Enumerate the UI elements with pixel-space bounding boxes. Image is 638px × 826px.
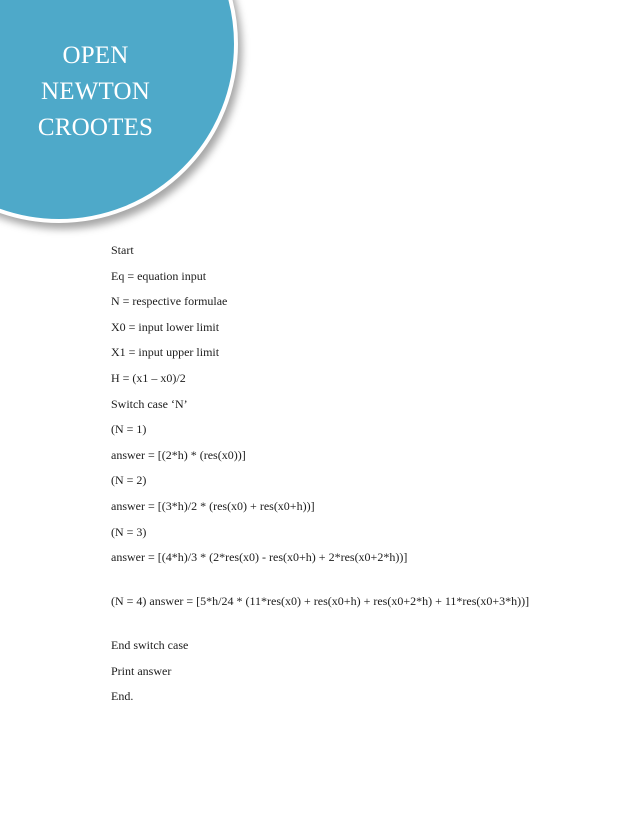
- algorithm-line-end: End.: [111, 689, 134, 704]
- algorithm-line-start: Start: [111, 243, 134, 257]
- algorithm-line-print: Print answer: [111, 663, 172, 678]
- algorithm-line-answer-2: answer = [(3*h)/2 * (res(x0) + res(x0+h))]: [111, 498, 315, 513]
- page-title: [28, 38, 163, 146]
- algorithm-line-case-1: (N = 1): [111, 422, 147, 437]
- algorithm-line-switch: Switch case ‘N’: [111, 396, 188, 411]
- algorithm-line-lower-limit: X0 = input lower limit: [111, 319, 220, 334]
- algorithm-line-upper-limit: X1 = input upper limit: [111, 345, 220, 360]
- algorithm-line-formulae: N = respective formulae: [111, 294, 228, 309]
- algorithm-line-end-switch: End switch case: [111, 638, 189, 653]
- algorithm-line-step: H = (x1 – x0)/2: [111, 370, 186, 385]
- title-line-3: CROOTES: [37, 114, 154, 141]
- algorithm-line-case-4-answer: (N = 4) answer = [5*h/24 * (11*res(x0) + res(x0+h) + res(x0+2*h) + 11*res(x0+3*h))]: [111, 594, 530, 609]
- algorithm-line-case-2: (N = 2): [111, 473, 147, 488]
- title-line-1: OPEN: [62, 42, 129, 69]
- algorithm-line-answer-1: answer = [(2*h) * (res(x0))]: [111, 447, 246, 462]
- title-line-2: NEWTON: [40, 78, 151, 105]
- algorithm-line-answer-3: answer = [(4*h)/3 * (2*res(x0) - res(x0+h) + 2*res(x0+2*h))]: [111, 550, 408, 565]
- algorithm-line-case-3: (N = 3): [111, 524, 147, 539]
- algorithm-body: [111, 241, 531, 713]
- algorithm-line-equation: Eq = equation input: [111, 268, 207, 283]
